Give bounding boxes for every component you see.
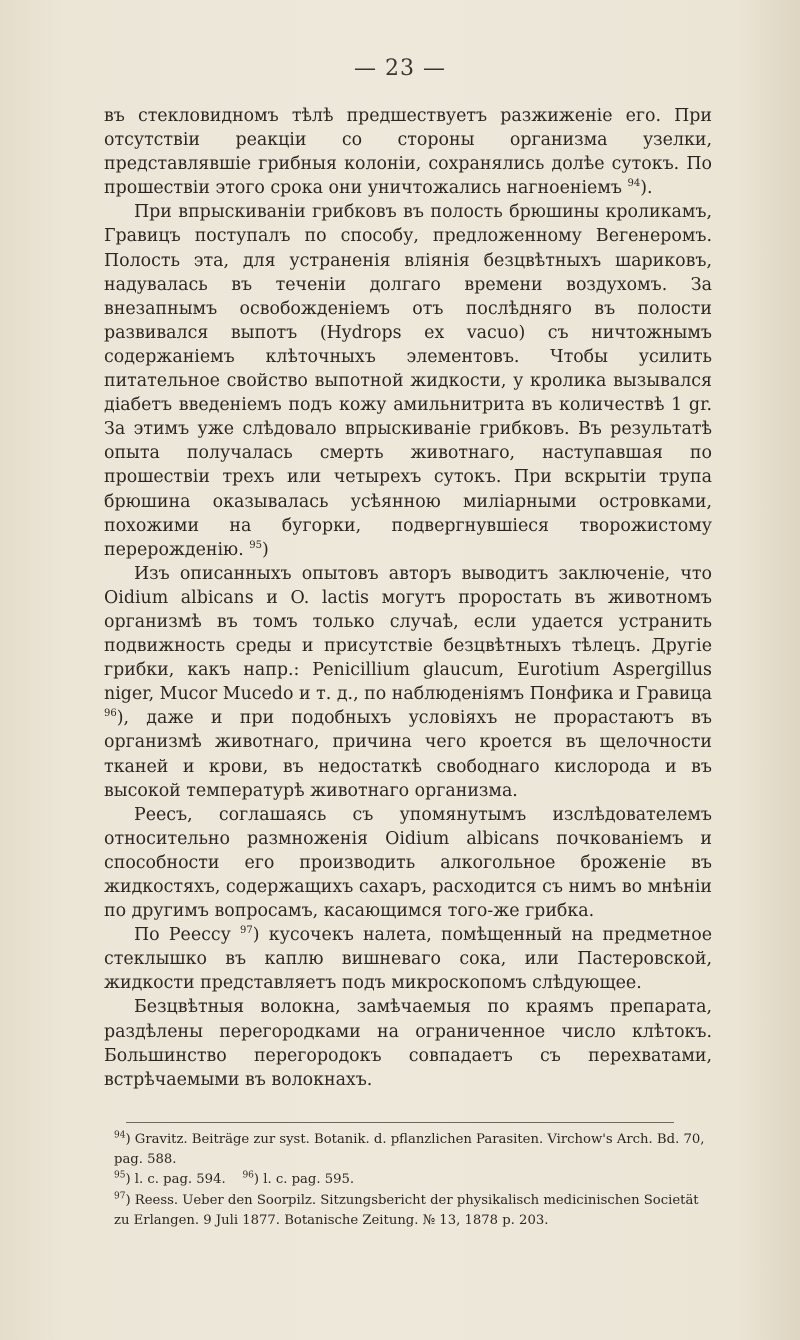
footnote-ref: 94 [627, 178, 641, 190]
footnotes [104, 1130, 712, 1231]
footnote-ref: 95 [249, 539, 262, 551]
paragraph: При впрыскиваніи грибковъ въ полость брюшины кроликамъ, Гравицъ поступалъ по способу, предложенному Вегенеромъ. Полость эта, для устраненія вліянія безцвѣтныхъ шариковъ, надувалась въ теченіи долгаго времени воздухомъ. За внезапнымъ освобожденіемъ отъ послѣдняго въ полости развивался выпотъ (Hydrops ex vacuo) съ ничтожнымъ содержаніемъ клѣточныхъ элементовъ. Чтобы усилить питательное свойство выпотной жидкости, у кролика вызывался діабетъ введеніемъ подъ кожу амильнитрита въ количествѣ 1 gr. За этимъ уже слѣдовало впрыскиваніе грибковъ. Въ результатѣ опыта получалась смерть животнаго, наступавшая по прошествіи трехъ или четырехъ сутокъ. При вскрытіи трупа брюшина оказывалась усѣянною миліарными островками, похожими на бугорки, подвергнувшіеся творожистому перерожденію. $^{95}$) [104, 202, 712, 560]
paragraph: Реесъ, соглашаясь съ упомянутымъ изслѣдователемъ относительно размноженія Oidium albicans почкованіемъ и способности его производить алкогольное броженіе въ жидкостяхъ, содержащихъ сахаръ, расходится съ нимъ во мнѣніи по другимъ вопросамъ, касающимся того-же грибка. [104, 804, 712, 922]
main-text [104, 104, 712, 1092]
footnote: $^{94}$) Gravitz. Beiträge zur syst. Botanik. d. pflanzlichen Parasiten. Virchow's Arch. Bd. 70, pag. 588. [114, 1130, 705, 1168]
paragraph: Изъ описанныхъ опытовъ авторъ выводитъ заключеніе, что Oidium albicans и O. lactis могутъ проростать въ животномъ организмѣ въ томъ только случаѣ, если удается устранить подвижность среды и присутствіе безцвѣтныхъ тѣлецъ. Другіе грибки, какъ напр.: Penicillium glaucum, Eurotium Aspergillus niger, Mucor Mucedo и т. д., по наблюденіямъ Понфика и Гравица $^{96}$), даже и при подобныхъ условіяхъ не прорастаютъ въ организмѣ животнаго, причина чего кроется въ щелочности тканей и крови, въ недостаткѣ свободнаго кислорода и въ высокой температурѣ животнаго организма. [104, 563, 712, 801]
paragraph: въ стекловидномъ тѣлѣ предшествуетъ разжиженіе его. При отсутствіи реакціи со стороны организма узелки, представлявшіе грибныя колоніи, сохранялись долѣе сутокъ. По прошествіи этого срока они уничтожались нагноеніемъ $^{94}$). [104, 106, 712, 199]
footnote-number: 95 [114, 1171, 126, 1182]
footnote: $^{95}$) l. c. pag. 594. $^{96}$) l. c. pag. 595. [114, 1171, 355, 1188]
footnote-ref: 97 [240, 925, 253, 937]
paragraph: По Реессу $^{97}$) кусочекъ налета, помѣщенный на предметное стеклышко въ каплю вишневаго сока, или Пастеровской, жидкости представляетъ подъ микроскопомъ слѣдующее. [104, 925, 712, 994]
footnote: $^{97}$) Reess. Ueber den Soorpilz. Sitzungsbericht der physikalisch medicinischen Societät zu Erlangen. 9 Juli 1877. Botanische Zeitung. № 13, 1878 p. 203. [114, 1191, 699, 1228]
footnote-divider [126, 1122, 674, 1123]
footnote-number: 97 [114, 1191, 126, 1202]
paragraph: Безцвѣтныя волокна, замѣчаемыя по краямъ препарата, раздѣлены перегородками на ограниченное число клѣтокъ. Большинство перегородокъ совпадаетъ съ перехватами, встрѣчаемыми въ волокнахъ. [104, 997, 712, 1090]
footnote-ref: 96 [104, 708, 117, 720]
page-number: — 23 — [354, 56, 446, 81]
footnote-number: 94 [114, 1130, 126, 1141]
footnote-number: 96 [242, 1171, 254, 1182]
